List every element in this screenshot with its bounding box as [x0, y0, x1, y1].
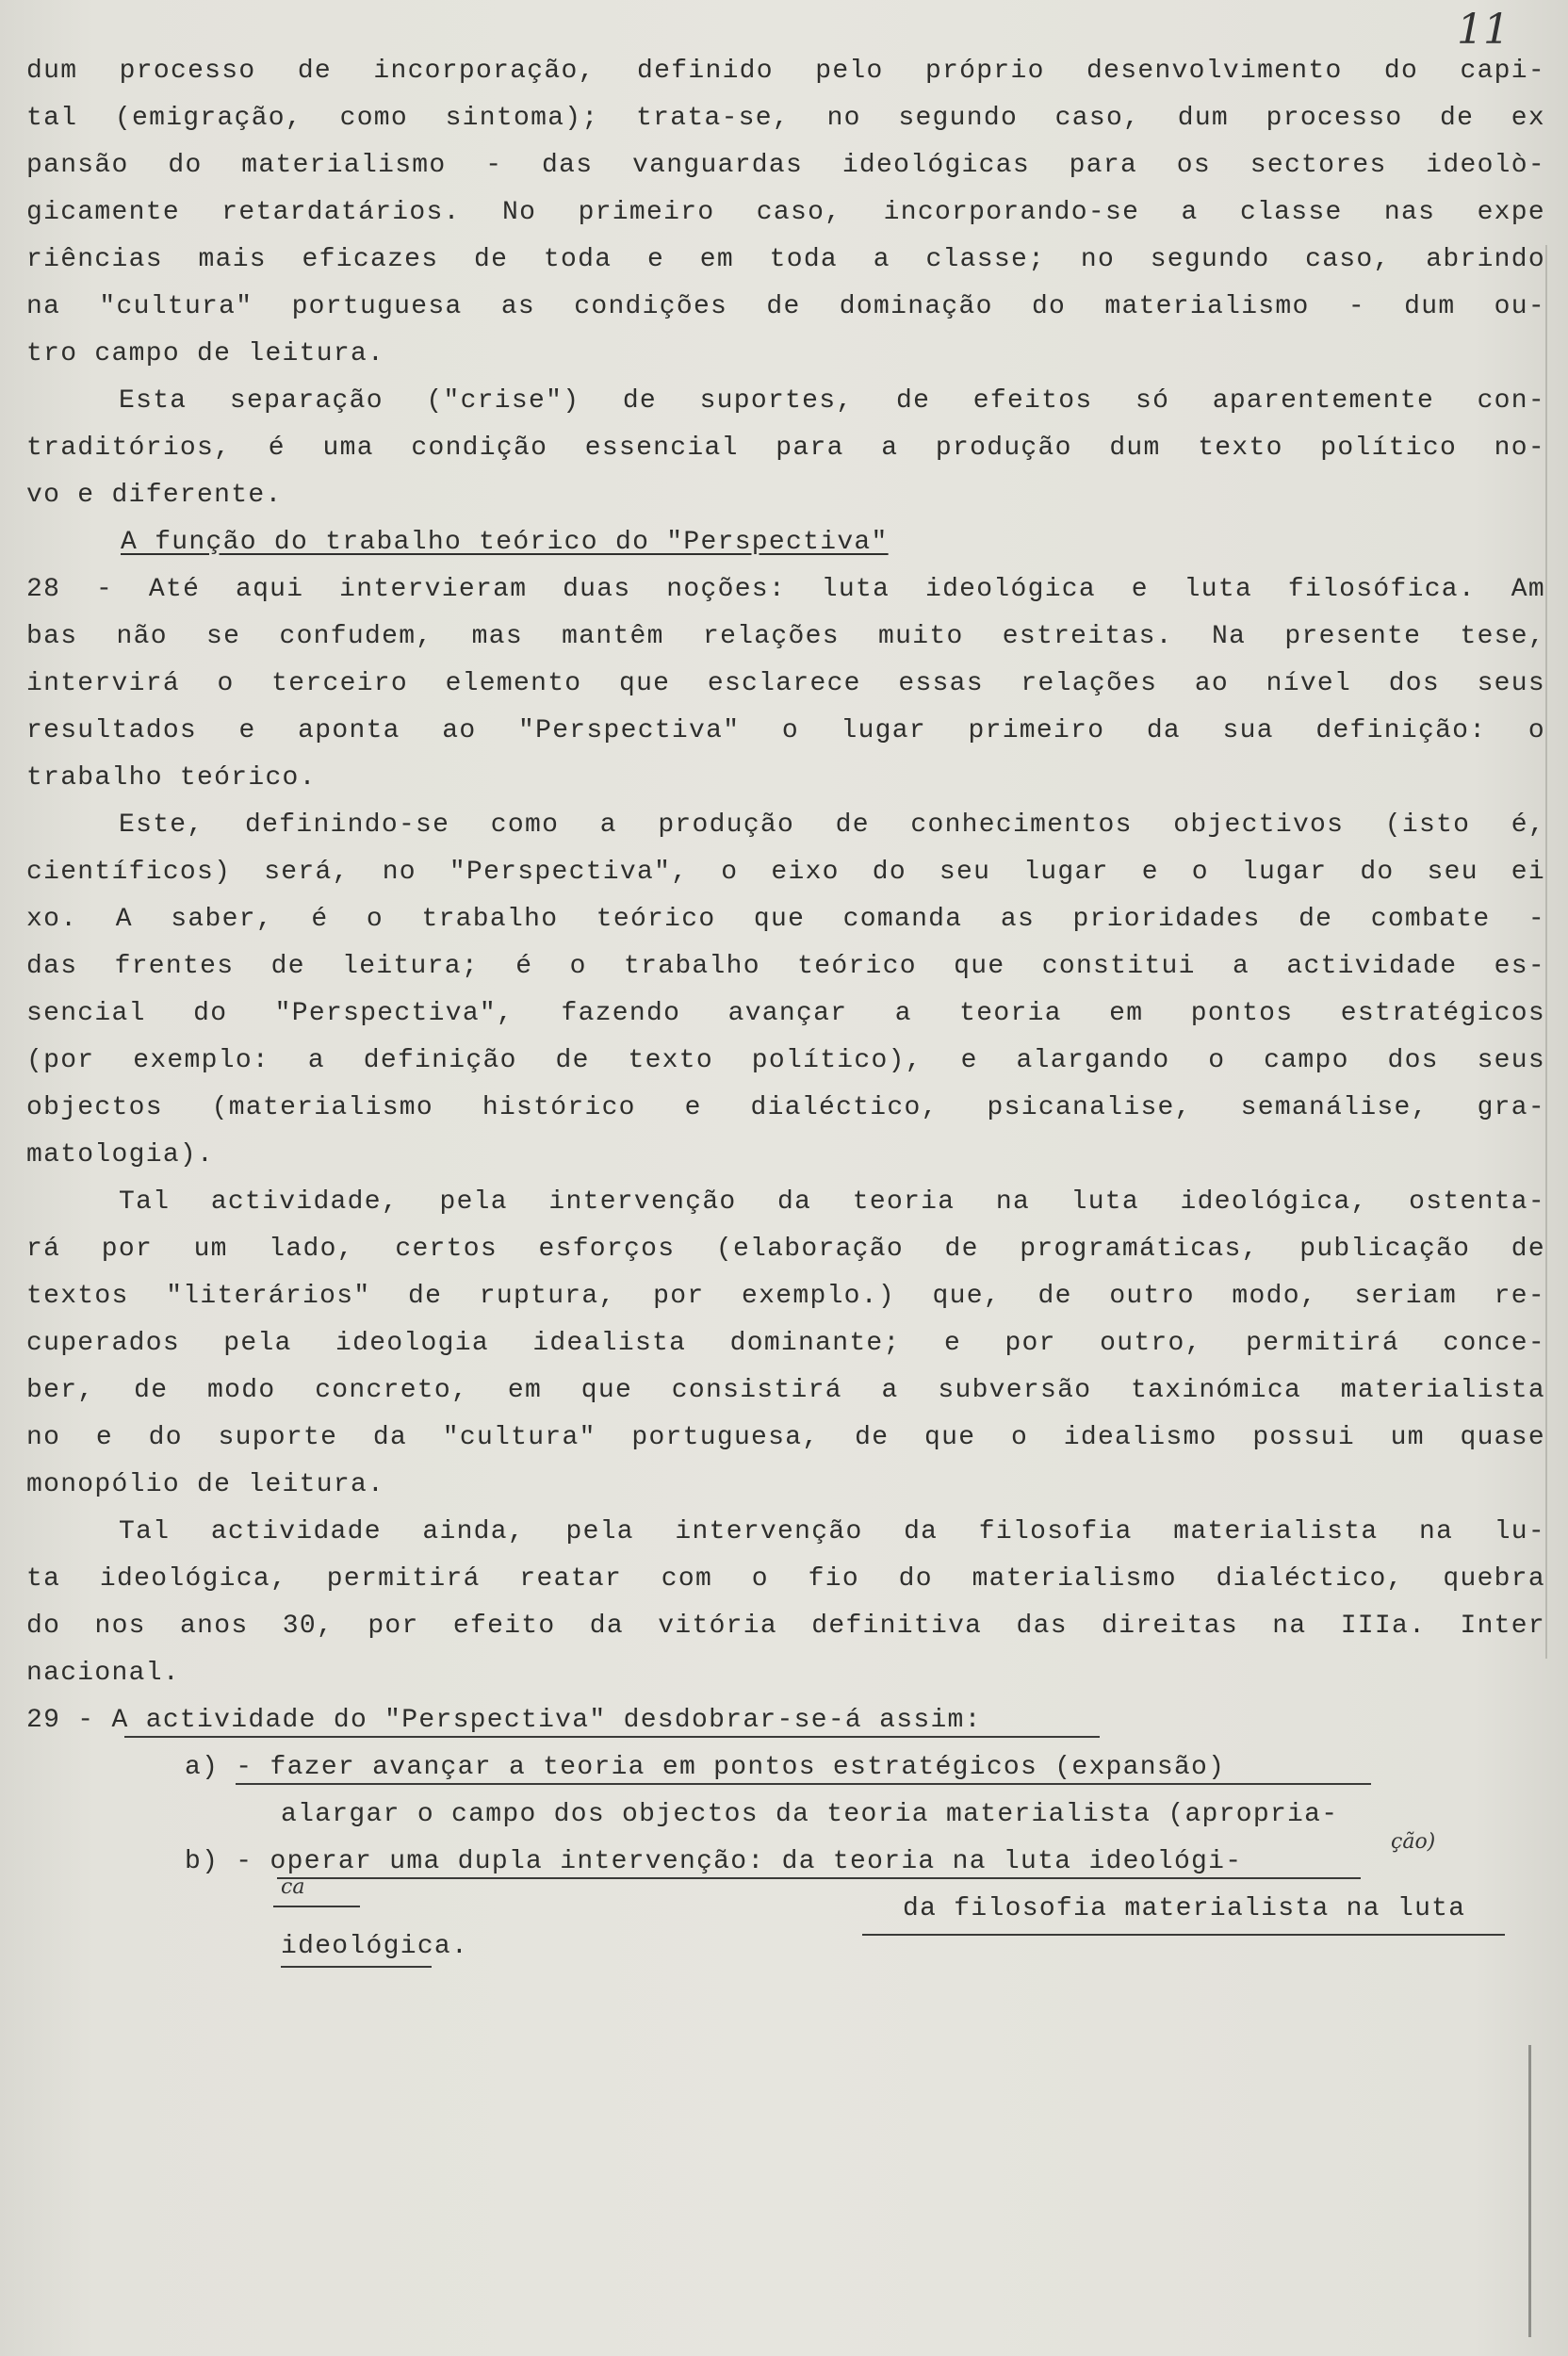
text-line: monopólio de leitura. — [26, 1470, 385, 1499]
section-heading: A função do trabalho teórico do "Perspectiva" — [121, 528, 889, 557]
paragraph-start: Esta separação ("crise") de suportes, de efeitos só aparentemente con- — [119, 386, 1545, 416]
list-item-a: a) - fazer avançar a teoria em pontos estratégicos (expansão) — [185, 1753, 1226, 1782]
underline — [277, 1877, 1361, 1879]
list-item-a-continuation: alargar o campo dos objectos da teoria materialista (apropria- — [281, 1800, 1339, 1829]
margin-mark — [1528, 2045, 1531, 2337]
text-line: riências mais eficazes de toda e em toda a classe; no segundo caso, abrindo — [26, 245, 1545, 274]
text-line: gicamente retardatários. No primeiro caso, incorporando-se a classe nas expe — [26, 198, 1545, 227]
list-item-b: b) - operar uma dupla intervenção: da teoria na luta ideológi- — [185, 1847, 1243, 1876]
text-line: na "cultura" portuguesa as condições de dominação do materialismo - dum ou- — [26, 292, 1545, 321]
text-line: dum processo de incorporação, definido pelo próprio desenvolvimento do capi- — [26, 57, 1545, 86]
text-line: matologia). — [26, 1140, 215, 1170]
underline — [124, 1736, 1100, 1738]
text-line: ta ideológica, permitirá reatar com o fio do materialismo dialéctico, quebra — [26, 1564, 1545, 1594]
text-line: vo e diferente. — [26, 481, 283, 510]
text-line: pansão do materialismo - das vanguardas ideológicas para os sectores ideolò- — [26, 151, 1545, 180]
text-line: rá por um lado, certos esforços (elaboração de programáticas, publicação de — [26, 1235, 1545, 1264]
text-line: bas não se confudem, mas mantêm relações muito estreitas. Na presente tese, — [26, 622, 1545, 651]
text-line: científicos) será, no "Perspectiva", o eixo do seu lugar e o lugar do seu ei — [26, 858, 1545, 887]
underline — [236, 1783, 1371, 1785]
margin-line — [1545, 245, 1547, 1659]
list-item-b-right: da filosofia materialista na luta — [903, 1894, 1466, 1923]
text-line: xo. A saber, é o trabalho teórico que comanda as prioridades de combate - — [26, 905, 1545, 934]
thesis-28-line: 28 - Até aqui intervieram duas noções: luta ideológica e luta filosófica. Am — [26, 575, 1545, 604]
text-line: sencial do "Perspectiva", fazendo avançar a teoria em pontos estratégicos — [26, 999, 1545, 1028]
text-line: tro campo de leitura. — [26, 339, 385, 368]
text-line: resultados e aponta ao "Perspectiva" o lugar primeiro da sua definição: o — [26, 716, 1545, 745]
text-line: objectos (materialismo histórico e dialéctico, psicanalise, semanálise, gra- — [26, 1093, 1545, 1122]
handwritten-note: ca — [281, 1875, 305, 1899]
paragraph-start: Tal actividade, pela intervenção da teoria na luta ideológica, ostenta- — [119, 1187, 1545, 1217]
text-line: (por exemplo: a definição de texto político), e alargando o campo dos seus — [26, 1046, 1545, 1075]
paragraph-start: Tal actividade ainda, pela intervenção da filosofia materialista na lu- — [119, 1517, 1545, 1546]
text-line: trabalho teórico. — [26, 763, 317, 793]
text-line: nacional. — [26, 1659, 180, 1688]
text-line: ber, de modo concreto, em que consistirá a subversão taxinómica materialista — [26, 1376, 1545, 1405]
text-line: do nos anos 30, por efeito da vitória definitiva das direitas na IIIa. Inter — [26, 1612, 1545, 1641]
text-line: no e do suporte da "cultura" portuguesa, de que o idealismo possui um quase — [26, 1423, 1545, 1452]
page-number: 11 — [1457, 6, 1510, 54]
underline — [273, 1906, 360, 1907]
text-line: traditórios, é uma condição essencial para a produção dum texto político no- — [26, 434, 1545, 463]
thesis-29-line: 29 - A actividade do "Perspectiva" desdobrar-se-á assim: — [26, 1706, 982, 1735]
paragraph-start: Este, definindo-se como a produção de conhecimentos objectivos (isto é, — [119, 810, 1545, 840]
underline — [862, 1934, 1505, 1936]
text-line: cuperados pela ideologia idealista dominante; e por outro, permitirá conce- — [26, 1329, 1545, 1358]
underline — [281, 1966, 432, 1968]
list-item-b-end: ideológica. — [281, 1932, 469, 1961]
text-line: das frentes de leitura; é o trabalho teórico que constitui a actividade es- — [26, 952, 1545, 981]
text-line: textos "literários" de ruptura, por exemplo.) que, de outro modo, seriam re- — [26, 1282, 1545, 1311]
text-line: intervirá o terceiro elemento que esclarece essas relações ao nível dos seus — [26, 669, 1545, 698]
handwritten-note: ção) — [1391, 1830, 1436, 1854]
text-line: tal (emigração, como sintoma); trata-se, no segundo caso, dum processo de ex — [26, 104, 1545, 133]
